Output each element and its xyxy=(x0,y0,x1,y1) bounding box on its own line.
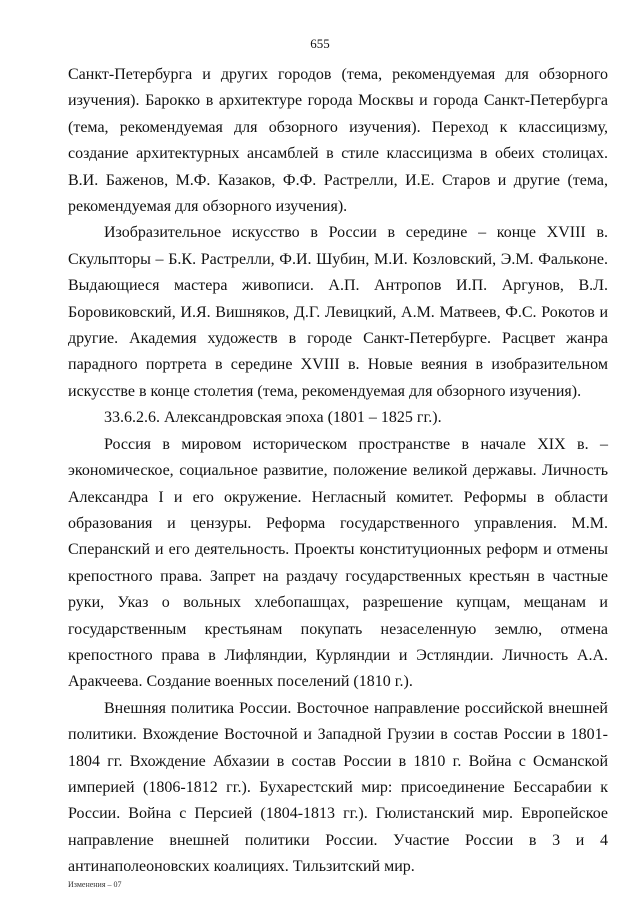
section-heading-alexander-era: 33.6.2.6. Александровская эпоха (1801 – 1825 гг.). xyxy=(104,409,442,427)
footer-revision-note: Изменения – 07 xyxy=(68,880,122,889)
document-body xyxy=(68,62,608,881)
paragraph-fine-arts: Изобразительное искусство в России в середине – конце XVIII в. Скульпторы – Б.К. Растрелли, Ф.И. Шубин, М.И. Козловский, Э.М. Фальконе. Выдающиеся мастера живописи. А.П. Антропов И.П. Аргунов, В.Л. Боровиковский, И.Я. Вишняков, Д.Г. Левицкий, А.М. Матвеев, Ф.С. Рокотов и другие. Академия художеств в городе Санкт-Петербурге. Расцвет жанра парадного портрета в середине XVIII в. Новые веяния в изобразительном искусстве в конце столетия (тема, рекомендуемая для обзорного изучения). xyxy=(68,224,608,400)
paragraph-domestic-policy: Россия в мировом историческом пространстве в начале XIX в. – экономическое, социальное развитие, положение великой державы. Личность Александра I и его окружение. Негласный комитет. Реформы в области образования и цензуры. Реформа государственного управления. М.М. Сперанский и его деятельность. Проекты конституционных реформ и отмены крепостного права. Запрет на раздачу государственных крестьян в частные руки, Указ о вольных хлебопашцах, разрешение купцам, мещанам и государственным крестьянам покупать незаселенную землю, отмена крепостного права в Лифляндии, Курляндии и Эстляндии. Личность А.А. Аракчеева. Создание военных поселений (1810 г.). xyxy=(68,435,608,691)
page-number: 655 xyxy=(310,36,330,51)
paragraph-architecture: Санкт-Петербурга и других городов (тема, рекомендуемая для обзорного изучения). Барокко в архитектуре города Москвы и города Санкт-Петербурга (тема, рекомендуемая для обзорного изучения). Переход к классицизму, создание архитектурных ансамблей в стиле классицизма в обеих столицах. В.И. Баженов, М.Ф. Казаков, Ф.Ф. Растрелли, И.Е. Старов и другие (тема, рекомендуемая для обзорного изучения). xyxy=(68,66,608,216)
paragraph-foreign-policy: Внешняя политика России. Восточное направление российской внешней политики. Вхождение Восточной и Западной Грузии в состав России в 1801-1804 гг. Вхождение Абхазии в состав России в 1810 г. Война с Османской империей (1806-1812 гг.). Бухарестский мир: присоединение Бессарабии к России. Война с Персией (1804-1813 гг.). Гюлистанский мир. Европейское направление внешней политики России. Участие России в 3 и 4 антинаполеоновских коалициях. Тильзитский мир. xyxy=(68,699,608,876)
